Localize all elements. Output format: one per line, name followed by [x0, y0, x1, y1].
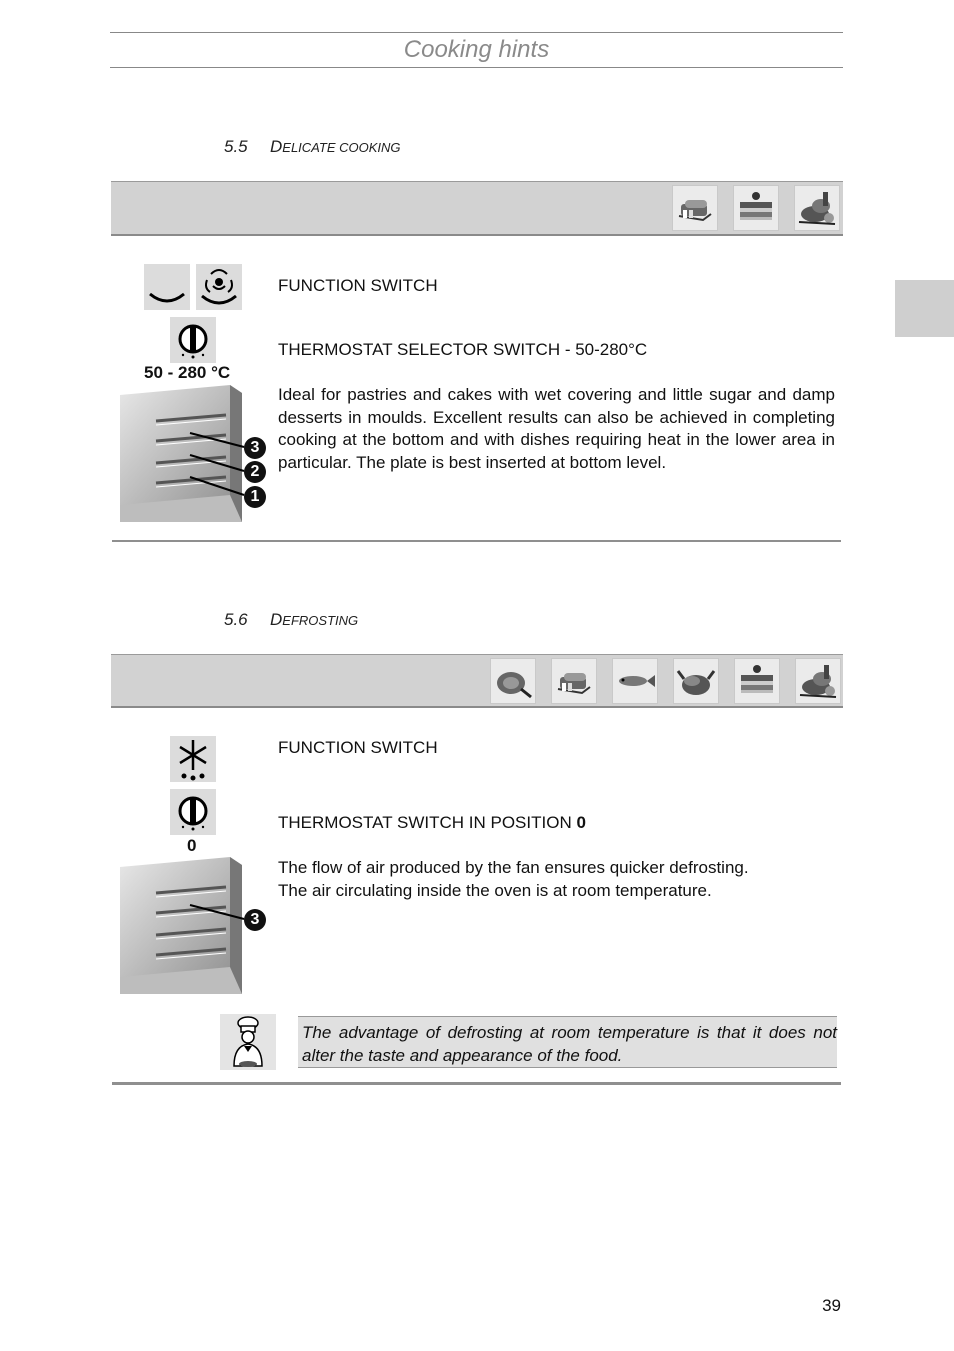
thermostat-value: 0 [576, 813, 586, 832]
section-title-initial: D [270, 610, 283, 629]
defrost-snowflake-icon [170, 736, 216, 782]
meat-icon [490, 658, 536, 704]
function-switch-label: FUNCTION SWITCH [278, 738, 438, 757]
shelf-number-1: 1 [244, 486, 266, 508]
tip-note: The advantage of defrosting at room temperature is that it does not alter the taste and appearance of the food. [298, 1016, 837, 1068]
section-heading-delicate-cooking [224, 137, 401, 157]
page-header-title: Cooking hints [110, 32, 843, 68]
bottom-heat-symbol [144, 264, 190, 310]
temperature-range-label: 50 - 280 °C [144, 363, 231, 382]
section-description: Ideal for pastries and cakes with wet covering and little sugar and damp desserts in moulds. Excellent results can also be achieved in completing cooking at the bottom and with dishes requiring heat in the lower area in particular. The plate is best inserted at bottom level. [278, 385, 835, 472]
section-title-initial: D [270, 137, 283, 156]
thermostat-position-label: 0 [187, 836, 197, 855]
shelf-number-3: 3 [244, 909, 266, 931]
poultry-icon [673, 658, 719, 704]
shelf-number-3: 3 [244, 437, 266, 459]
section-description [278, 857, 835, 902]
section-heading-defrosting [224, 610, 358, 630]
section-divider [112, 540, 841, 542]
cake-icon [733, 185, 779, 231]
description-line: The air circulating inside the oven is at room temperature. [278, 880, 712, 900]
fish-icon [612, 658, 658, 704]
bread-icon [672, 185, 718, 231]
cake-icon [734, 658, 780, 704]
food-icons-band [111, 654, 843, 708]
page-number: 39 [822, 1296, 841, 1315]
shelf-number-2: 2 [244, 461, 266, 483]
description-line: The flow of air produced by the fan ensures quicker defrosting. [278, 858, 749, 877]
food-icons-band [111, 181, 843, 236]
thermostat-label: THERMOSTAT SELECTOR SWITCH - 50-280°C [278, 340, 648, 359]
thermostat-label [278, 813, 586, 833]
roast-meat-icon [795, 658, 841, 704]
side-tab-marker [895, 280, 954, 337]
section-number: 5.5 [224, 137, 248, 156]
fan-bottom-heat-symbol [196, 264, 242, 310]
thermostat-knob-icon [170, 317, 216, 363]
function-switch-label: FUNCTION SWITCH [278, 276, 438, 295]
section-number: 5.6 [224, 610, 248, 629]
thermostat-knob-icon [170, 789, 216, 835]
thermostat-label-text: THERMOSTAT SWITCH IN POSITION [278, 813, 577, 832]
roast-meat-icon [794, 185, 840, 231]
section-title-rest: EFROSTING [282, 613, 359, 628]
chef-icon [220, 1014, 276, 1070]
section-title-rest: ELICATE COOKING [282, 140, 401, 155]
section-divider [112, 1082, 841, 1085]
bread-icon [551, 658, 597, 704]
